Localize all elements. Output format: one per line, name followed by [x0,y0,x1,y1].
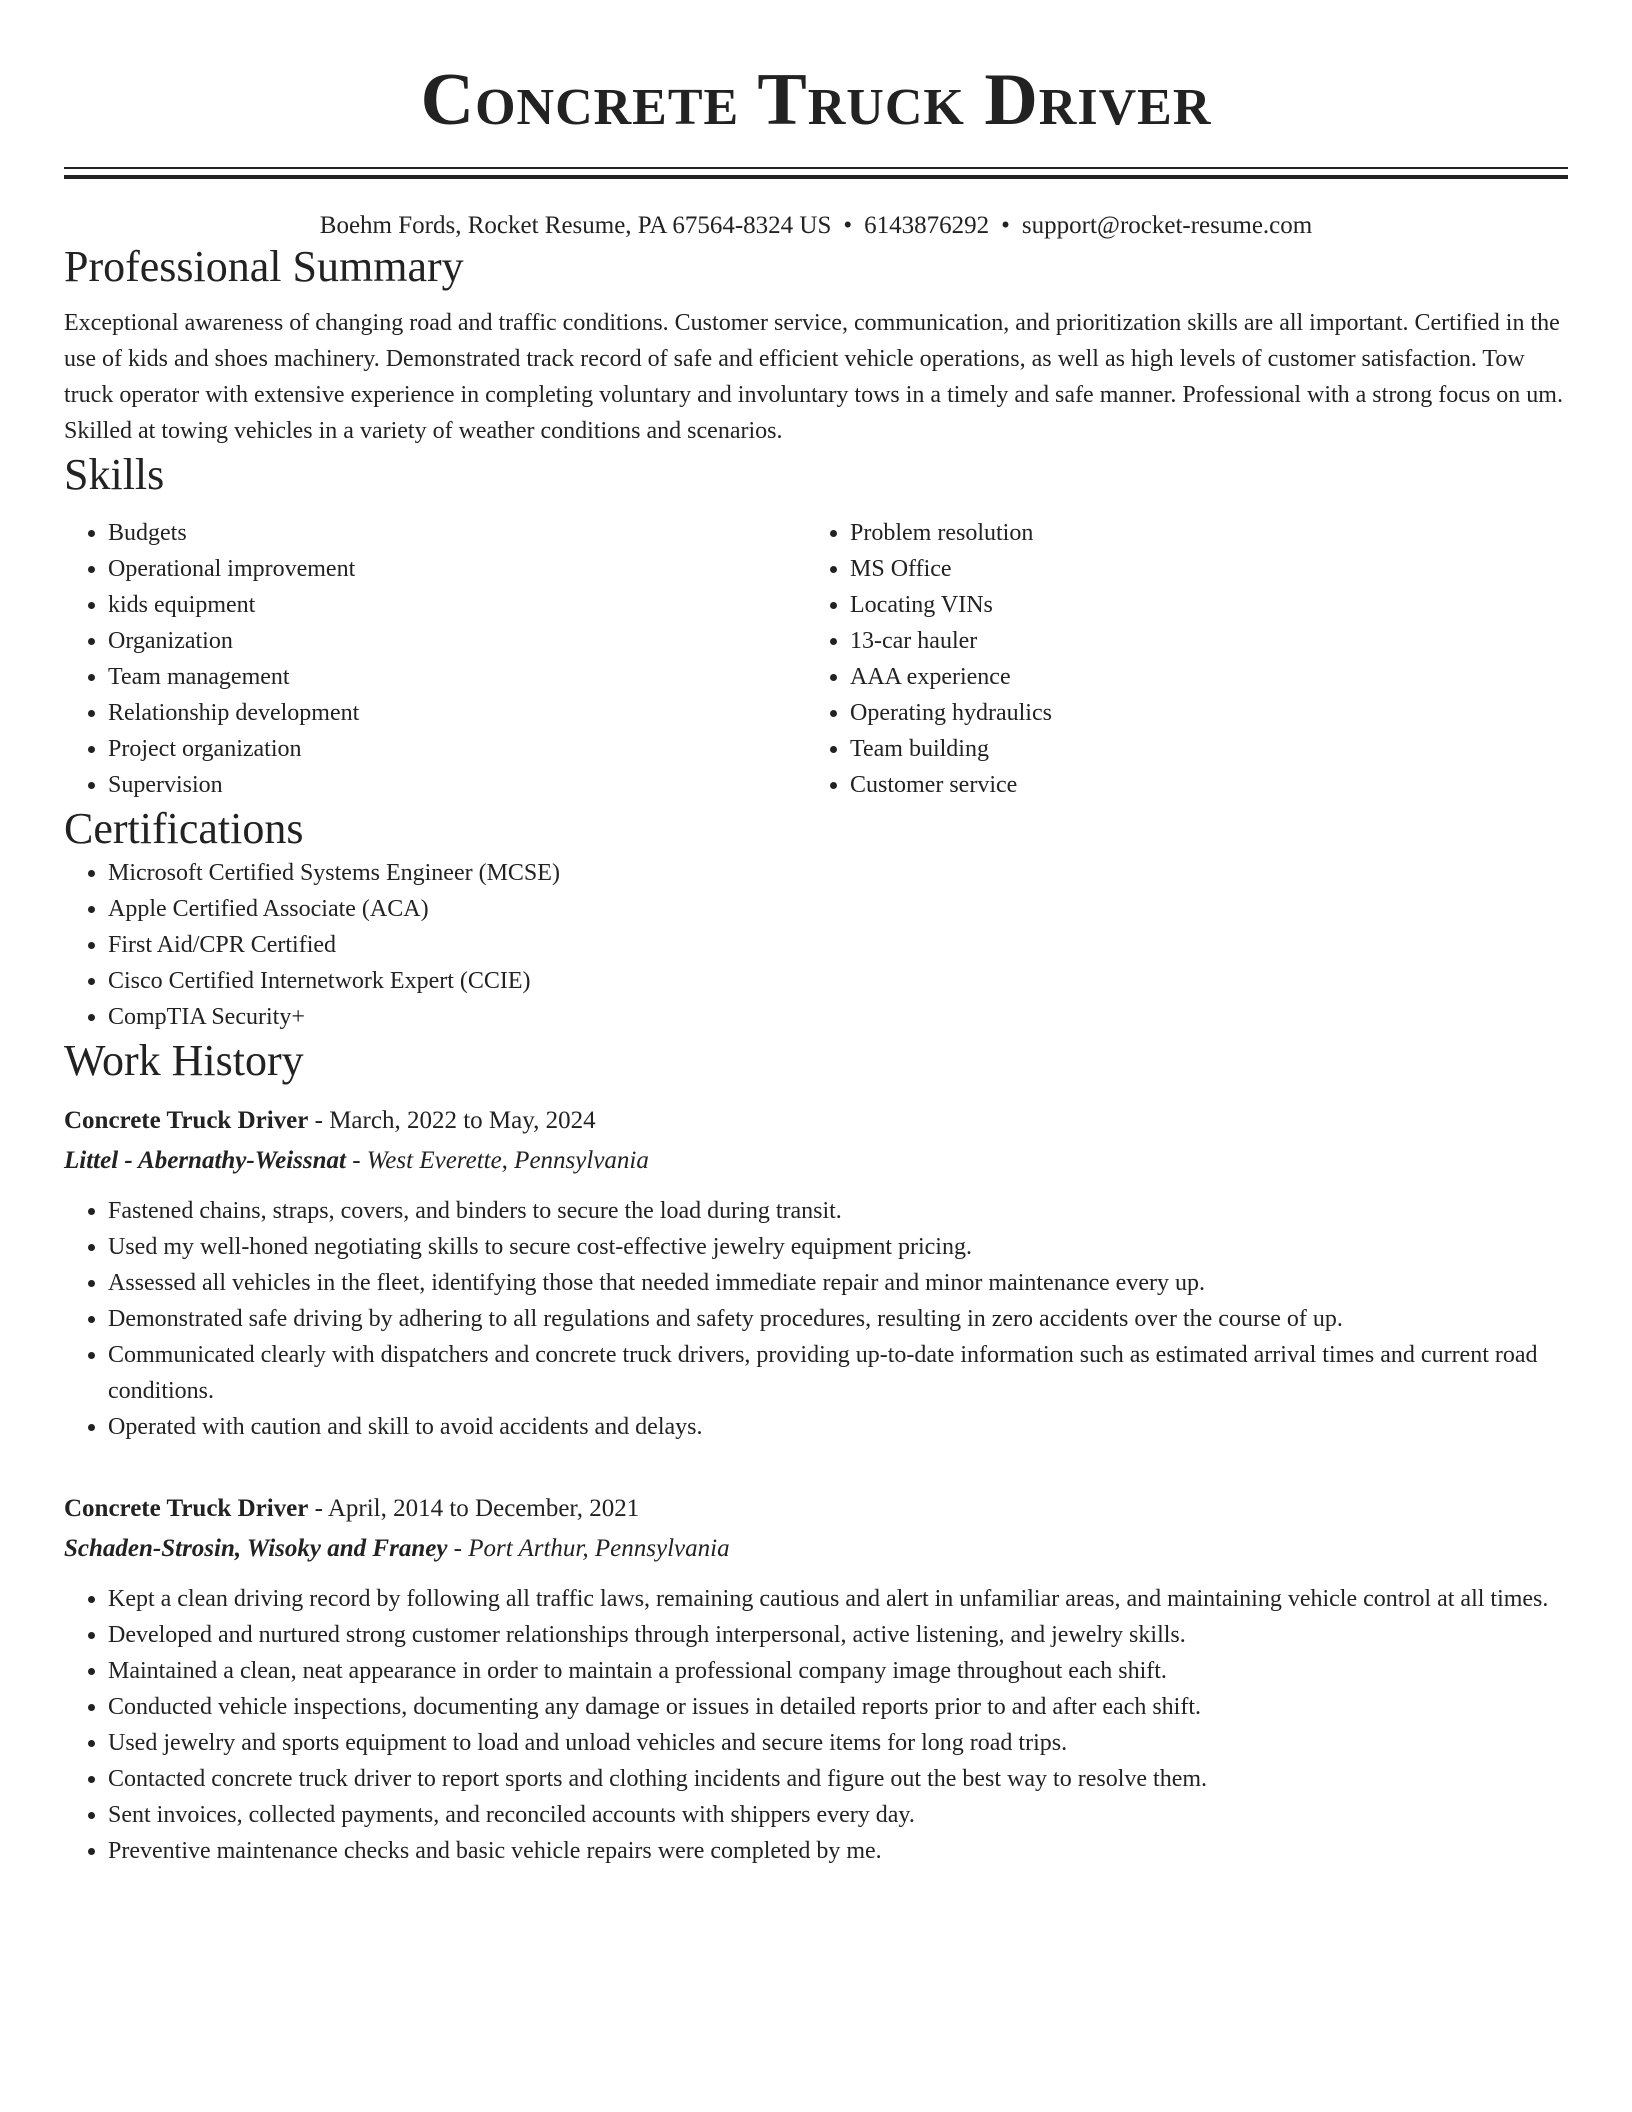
job-bullets [64,1581,1568,1869]
skill-item: • kids equipment [108,587,806,623]
skill-item: • Relationship development [108,695,806,731]
skill-item: • Operational improvement [108,551,806,587]
certification-item: • Microsoft Certified Systems Engineer (MCSE) [108,855,1568,891]
job-bullet: • Operated with caution and skill to avoid accidents and delays. [108,1409,1568,1445]
job-bullet: • Demonstrated safe driving by adhering to all regulations and safety procedures, resulting in zero accidents over the course of up. [108,1301,1568,1337]
job-bullet: • Communicated clearly with dispatchers and concrete truck drivers, providing up-to-date information such as estimated arrival times and current road conditions. [108,1337,1568,1409]
job-bullet: • Used my well-honed negotiating skills to secure cost-effective jewelry equipment pricing. [108,1229,1568,1265]
job-title-line [64,1101,1568,1141]
certifications-list [64,855,1568,1035]
skills-list-right [806,515,1568,803]
job-bullet: • Fastened chains, straps, covers, and binders to secure the load during transit. [108,1193,1568,1229]
skill-item: • 13-car hauler [850,623,1568,659]
job-bullet: • Kept a clean driving record by following all traffic laws, remaining cautious and alert in unfamiliar areas, and maintaining vehicle control at all times. [108,1581,1568,1617]
job-location: - Port Arthur, Pennsylvania [447,1535,730,1562]
skills-list-left [64,515,806,803]
job-title-line [64,1489,1568,1529]
skill-item: • Problem resolution [850,515,1568,551]
job-entry [64,1489,1568,1869]
resume-title: Concrete Truck Driver [420,59,1212,141]
job-bullet: • Preventive maintenance checks and basic vehicle repairs were completed by me. [108,1833,1568,1869]
summary-heading: Professional Summary [64,242,464,291]
certification-item: • Cisco Certified Internetwork Expert (CCIE) [108,963,1568,999]
job-bullet: • Contacted concrete truck driver to report sports and clothing incidents and figure out the best way to resolve them. [108,1761,1568,1797]
skills-heading: Skills [64,450,165,499]
job-role: Concrete Truck Driver [64,1107,309,1134]
skill-item: • Organization [108,623,806,659]
skill-item: • Budgets [108,515,806,551]
job-bullet: • Assessed all vehicles in the fleet, identifying those that needed immediate repair and minor maintenance every up. [108,1265,1568,1301]
job-dates: - March, 2022 to May, 2024 [308,1107,596,1134]
summary-text: Exceptional awareness of changing road and traffic conditions. Customer service, communication, and prioritization skills are all important. Certified in the use of kids and shoes machinery. Demonstrated track record of safe and efficient vehicle operations, as well as high levels of customer satisfaction. Tow truck operator with extensive experience in completing voluntary and involuntary tows in a timely and safe manner. Professional with a strong focus on um. Skilled at towing vehicles in a variety of weather conditions and scenarios. [64,310,1563,444]
job-company: Schaden-Strosin, Wisoky and Franey [64,1535,448,1562]
job-bullet: • Conducted vehicle inspections, documenting any damage or issues in detailed reports prior to and after each shift. [108,1689,1568,1725]
contact-separator: • [1001,212,1010,239]
job-bullets [64,1193,1568,1445]
skill-item: • Customer service [850,767,1568,803]
job-bullet: • Used jewelry and sports equipment to load and unload vehicles and secure items for long road trips. [108,1725,1568,1761]
contact-email[interactable]: support@rocket-resume.com [1021,212,1313,239]
certifications-heading: Certifications [64,804,304,853]
job-bullet: • Developed and nurtured strong customer relationships through interpersonal, active listening, and jewelry skills. [108,1617,1568,1653]
skill-item: • Supervision [108,767,806,803]
certification-item: • CompTIA Security+ [108,999,1568,1035]
job-role: Concrete Truck Driver [64,1495,309,1522]
skill-item: • Operating hydraulics [850,695,1568,731]
job-bullet: • Maintained a clean, neat appearance in order to maintain a professional company image throughout each shift. [108,1653,1568,1689]
skill-item: • Team building [850,731,1568,767]
certification-item: • Apple Certified Associate (ACA) [108,891,1568,927]
title-divider-thin [64,167,1568,169]
skill-item: • MS Office [850,551,1568,587]
job-employer-line [64,1529,1568,1569]
job-bullet: • Sent invoices, collected payments, and reconciled accounts with shippers every day. [108,1797,1568,1833]
skills-columns [64,515,1568,803]
job-dates: - April, 2014 to December, 2021 [308,1495,640,1522]
work-history-heading: Work History [64,1036,304,1085]
job-company: Littel - Abernathy-Weissnat [64,1147,346,1174]
skill-item: • AAA experience [850,659,1568,695]
contact-line [64,211,1568,241]
contact-address: Boehm Fords, Rocket Resume, PA 67564-8324 US [319,212,832,239]
certification-item: • First Aid/CPR Certified [108,927,1568,963]
contact-phone[interactable]: 6143876292 [864,212,990,239]
skill-item: • Locating VINs [850,587,1568,623]
job-employer-line [64,1141,1568,1181]
skill-item: • Team management [108,659,806,695]
title-divider-thick [64,175,1568,179]
contact-separator: • [843,212,853,239]
job-location: - West Everette, Pennsylvania [345,1147,649,1174]
skill-item: • Project organization [108,731,806,767]
job-entry [64,1101,1568,1445]
